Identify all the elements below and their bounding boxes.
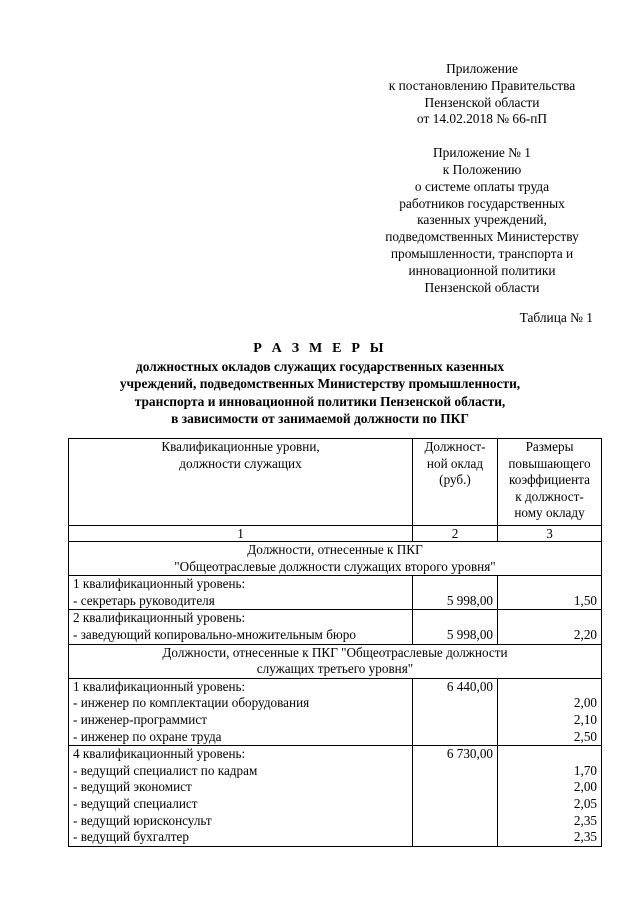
column-index: 2 (413, 526, 498, 542)
appendix-line: казенных учреждений, (417, 212, 547, 228)
salary-cell: 6 730,00 (413, 746, 498, 847)
title-line: должностных окладов служащих государственных казенных (135, 358, 505, 374)
table-row (69, 576, 602, 610)
salary-cell: 5 998,00 (413, 610, 498, 644)
title-heading: Р А З М Е Р Ы (253, 341, 387, 356)
coefficient-cell: 1,70 2,00 2,05 2,35 2,35 (498, 746, 602, 847)
title-line: в зависимости от занимаемой должности по ПКГ (171, 411, 469, 426)
table-header-row (69, 439, 602, 526)
appendix-line: Приложение (446, 61, 518, 76)
appendix-line: о системе оплаты труда (414, 178, 550, 194)
coefficient-cell: 1,50 (498, 576, 602, 610)
column-index-row (69, 526, 602, 542)
qualification-cell: 2 квалификационный уровень: - заведующий копировально-множительным бюро (69, 610, 413, 644)
group-heading: Должности, отнесенные к ПКГ "Общеотраслевые должности служащих второго уровня" (69, 542, 602, 576)
document-title (80, 340, 560, 428)
salary-cell: 5 998,00 (413, 576, 498, 610)
header-cell-coefficient: Размеры повышающего коэффициента к должност- ному окладу (498, 439, 602, 526)
table-row (69, 678, 602, 745)
qualification-cell: 1 квалификационный уровень: - инженер по комплектации оборудования - инженер-программист - инженер по охране труда (69, 678, 413, 745)
table-row (69, 746, 602, 847)
appendix-line: Пензенской области (424, 279, 540, 295)
table-row (69, 610, 602, 644)
appendix-line: к Положению (442, 161, 522, 177)
appendix-line: от 14.02.2018 № 66-пП (416, 111, 548, 127)
header-cell-positions: Квалификационные уровни, должности служащих (69, 439, 413, 526)
column-index: 1 (69, 526, 413, 542)
group-row (69, 644, 602, 678)
appendix-line: инновационной политики (408, 262, 556, 278)
qualification-cell: 4 квалификационный уровень: - ведущий специалист по кадрам - ведущий экономист - ведущий специалист - ведущий юрисконсульт - ведущий бухгалтер (69, 746, 413, 847)
title-line: транспорта и инновационной политики Пензенской области, (134, 393, 506, 409)
table-number: Таблица № 1 (519, 310, 593, 325)
column-index: 3 (498, 526, 602, 542)
group-heading: Должности, отнесенные к ПКГ "Общеотраслевые должности служащих третьего уровня" (69, 644, 602, 678)
qualification-cell: 1 квалификационный уровень: - секретарь руководителя (69, 576, 413, 610)
header-cell-salary: Должност- ной оклад (руб.) (413, 439, 498, 526)
group-row (69, 542, 602, 576)
appendix-line: подведомственных Министерству (385, 229, 579, 245)
appendix-line: к постановлению Правительства (388, 77, 576, 93)
appendix-line: промышленности, транспорта и (390, 245, 574, 261)
salary-cell: 6 440,00 (413, 678, 498, 745)
appendix-line: Приложение № 1 (432, 145, 532, 161)
appendix-header (357, 61, 607, 296)
coefficient-cell: 2,00 2,10 2,50 (498, 678, 602, 745)
salary-table (68, 438, 602, 847)
appendix-line: Пензенской области (424, 94, 540, 110)
title-line: учреждений, подведомственных Министерству промышленности, (119, 376, 521, 391)
coefficient-cell: 2,20 (498, 610, 602, 644)
appendix-line: работников государственных (399, 195, 565, 211)
